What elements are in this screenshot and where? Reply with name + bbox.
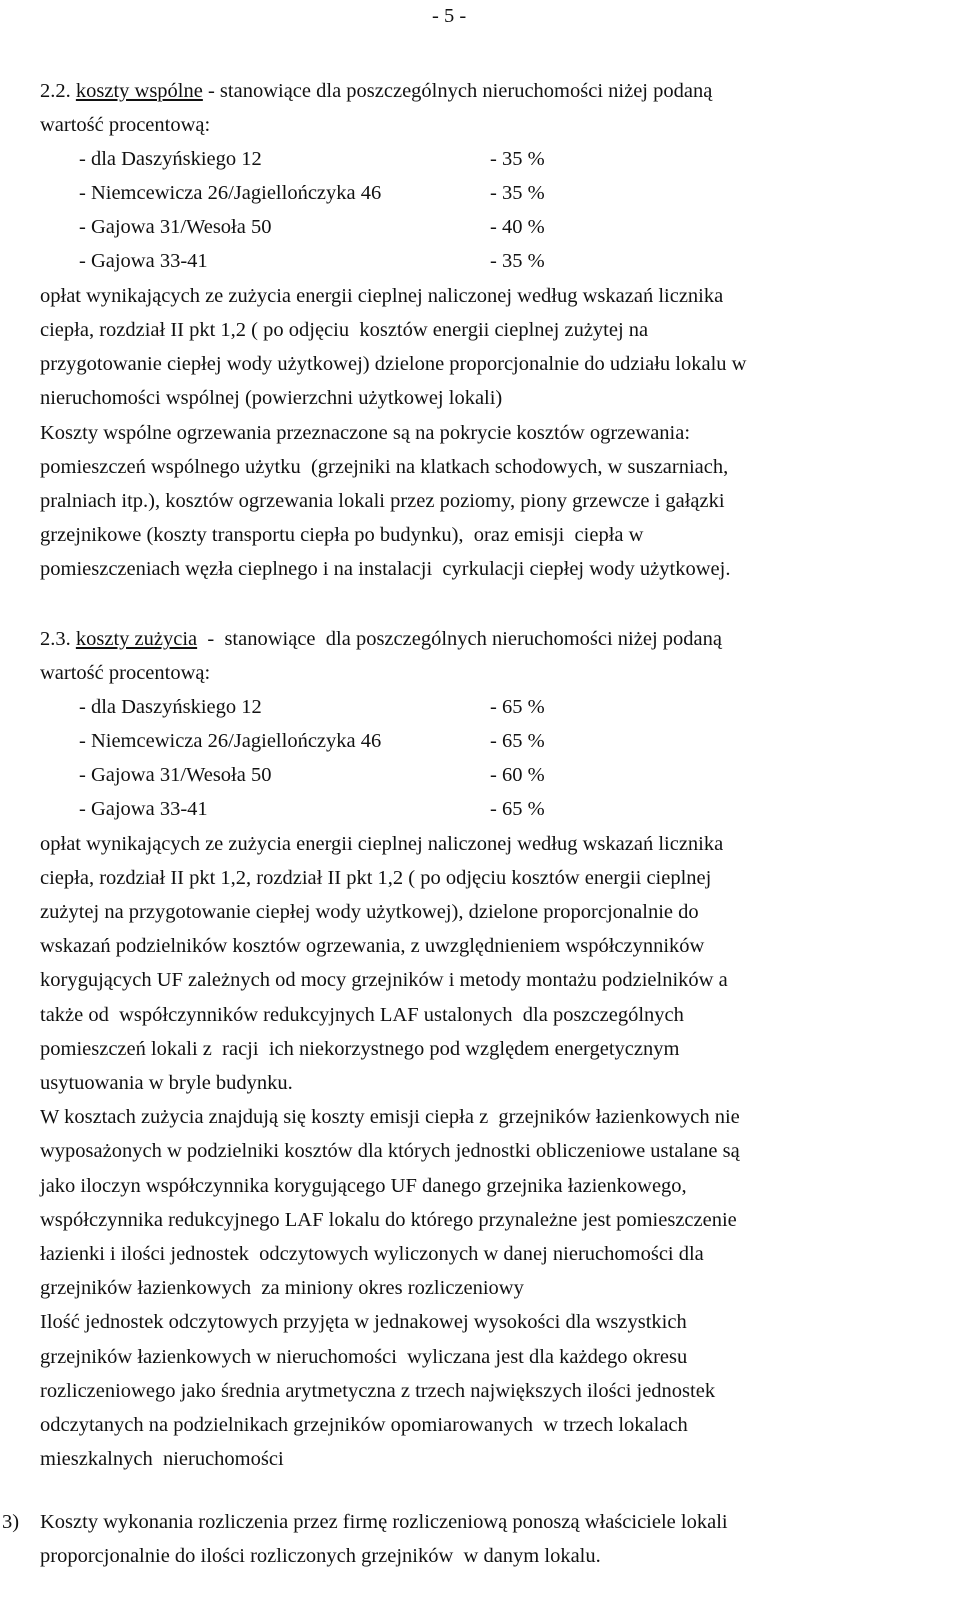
text-line: Ilość jednostek odczytowych przyjęta w jednakowej wysokości dla wszystkich (40, 1311, 687, 1333)
text-line: grzejników łazienkowych za miniony okres rozliczeniowy (40, 1277, 524, 1299)
text-line: pomieszczeń lokali z racji ich niekorzystnego pod względem energetycznym (40, 1038, 680, 1060)
list-item-label: - Gajowa 31/Wesoła 50 (79, 216, 272, 238)
list-item-value: - 40 % (490, 216, 545, 238)
list-item-label: - dla Daszyńskiego 12 (79, 696, 262, 718)
list-item-value: - 35 % (490, 182, 545, 204)
section-heading-rest: - stanowiące dla poszczególnych nieruchomości niżej podaną (202, 80, 713, 102)
text-line: ciepła, rozdział II pkt 1,2, rozdział II pkt 1,2 ( po odjęciu kosztów energii cieplnej (40, 867, 712, 889)
text-line: grzejnikowe (koszty transportu ciepła po budynku), oraz emisji ciepła w (40, 524, 644, 546)
text-line: W kosztach zużycia znajdują się koszty emisji ciepła z grzejników łazienkowych nie (40, 1106, 740, 1128)
list-item-label: - dla Daszyńskiego 12 (79, 148, 262, 170)
list-item-label: - Niemcewicza 26/Jagiellończyka 46 (79, 730, 382, 752)
section-title: koszty zużycia (75, 628, 198, 650)
list-item-label: - Gajowa 33-41 (79, 798, 208, 820)
text-line: wyposażonych w podzielniki kosztów dla których jednostki obliczeniowe ustalane są (40, 1140, 740, 1162)
list-item-label: - Niemcewicza 26/Jagiellończyka 46 (79, 182, 382, 204)
text-line: odczytanych na podzielnikach grzejników opomiarowanych w trzech lokalach (40, 1414, 688, 1436)
list-item-label: - Gajowa 31/Wesoła 50 (79, 764, 272, 786)
list-item-value: - 65 % (490, 730, 545, 752)
text-line: pralniach itp.), kosztów ogrzewania lokali przez poziomy, piony grzewcze i gałązki (40, 490, 725, 512)
section-intro: wartość procentową: (40, 114, 211, 136)
text-line: usytuowania w bryle budynku. (40, 1072, 293, 1094)
text-line: pomieszczeniach węzła cieplnego i na instalacji cyrkulacji ciepłej wody użytkowej. (40, 558, 731, 580)
text-line: proporcjonalnie do ilości rozliczonych grzejników w danym lokalu. (40, 1545, 601, 1567)
list-item-value: - 65 % (490, 696, 545, 718)
section-number: 2.2. (40, 80, 71, 102)
text-line: ciepła, rozdział II pkt 1,2 ( po odjęciu kosztów energii cieplnej zużytej na (40, 319, 649, 341)
section-heading (40, 627, 722, 651)
text-line: mieszkalnych nieruchomości (40, 1448, 284, 1470)
list-item-value: - 65 % (490, 798, 545, 820)
list-item-value: - 35 % (490, 148, 545, 170)
text-line: korygujących UF zależnych od mocy grzejników i metody montażu podzielników a (40, 969, 728, 991)
page-number: - 5 - (432, 5, 467, 27)
section-heading (40, 79, 712, 103)
text-line: zużytej na przygotowanie ciepłej wody użytkowej), dzielone proporcjonalnie do (40, 901, 699, 923)
text-line: łazienki i ilości jednostek odczytowych wyliczonych w danej nieruchomości dla (40, 1243, 704, 1265)
list-item-value: - 35 % (490, 250, 545, 272)
text-line: przygotowanie ciepłej wody użytkowej) dzielone proporcjonalnie do udziału lokalu w (40, 353, 747, 375)
text-line: nieruchomości wspólnej (powierzchni użytkowej lokali) (40, 387, 503, 409)
text-line: rozliczeniowego jako średnia arytmetyczna z trzech największych ilości jednostek (40, 1380, 716, 1402)
section-intro: wartość procentową: (40, 662, 211, 684)
text-line: współczynnika redukcyjnego LAF lokalu do którego przynależne jest pomieszczenie (40, 1209, 737, 1231)
text-line: jako iloczyn współczynnika korygującego UF danego grzejnika łazienkowego, (40, 1175, 687, 1197)
text-line: opłat wynikających ze zużycia energii cieplnej naliczonej według wskazań licznika (40, 285, 724, 307)
text-line: Koszty wykonania rozliczenia przez firmę rozliczeniową ponoszą właściciele lokali (40, 1511, 728, 1533)
list-item-value: - 60 % (490, 764, 545, 786)
text-line: pomieszczeń wspólnego użytku (grzejniki na klatkach schodowych, w suszarniach, (40, 456, 729, 478)
text-line: grzejników łazienkowych w nieruchomości wyliczana jest dla każdego okresu (40, 1346, 688, 1368)
list-item-label: - Gajowa 33-41 (79, 250, 208, 272)
text-line: Koszty wspólne ogrzewania przeznaczone są na pokrycie kosztów ogrzewania: (40, 422, 691, 444)
section-number: 2.3. (40, 628, 71, 650)
text-line: także od współczynników redukcyjnych LAF ustalonych dla poszczególnych (40, 1004, 684, 1026)
section-number: 3) (2, 1511, 20, 1533)
text-line: opłat wynikających ze zużycia energii cieplnej naliczonej według wskazań licznika (40, 833, 724, 855)
text-line: wskazań podzielników kosztów ogrzewania, z uwzględnieniem współczynników (40, 935, 705, 957)
section-heading-rest: - stanowiące dla poszczególnych nieruchomości niżej podaną (197, 628, 722, 650)
section-title: koszty wspólne (75, 80, 203, 102)
